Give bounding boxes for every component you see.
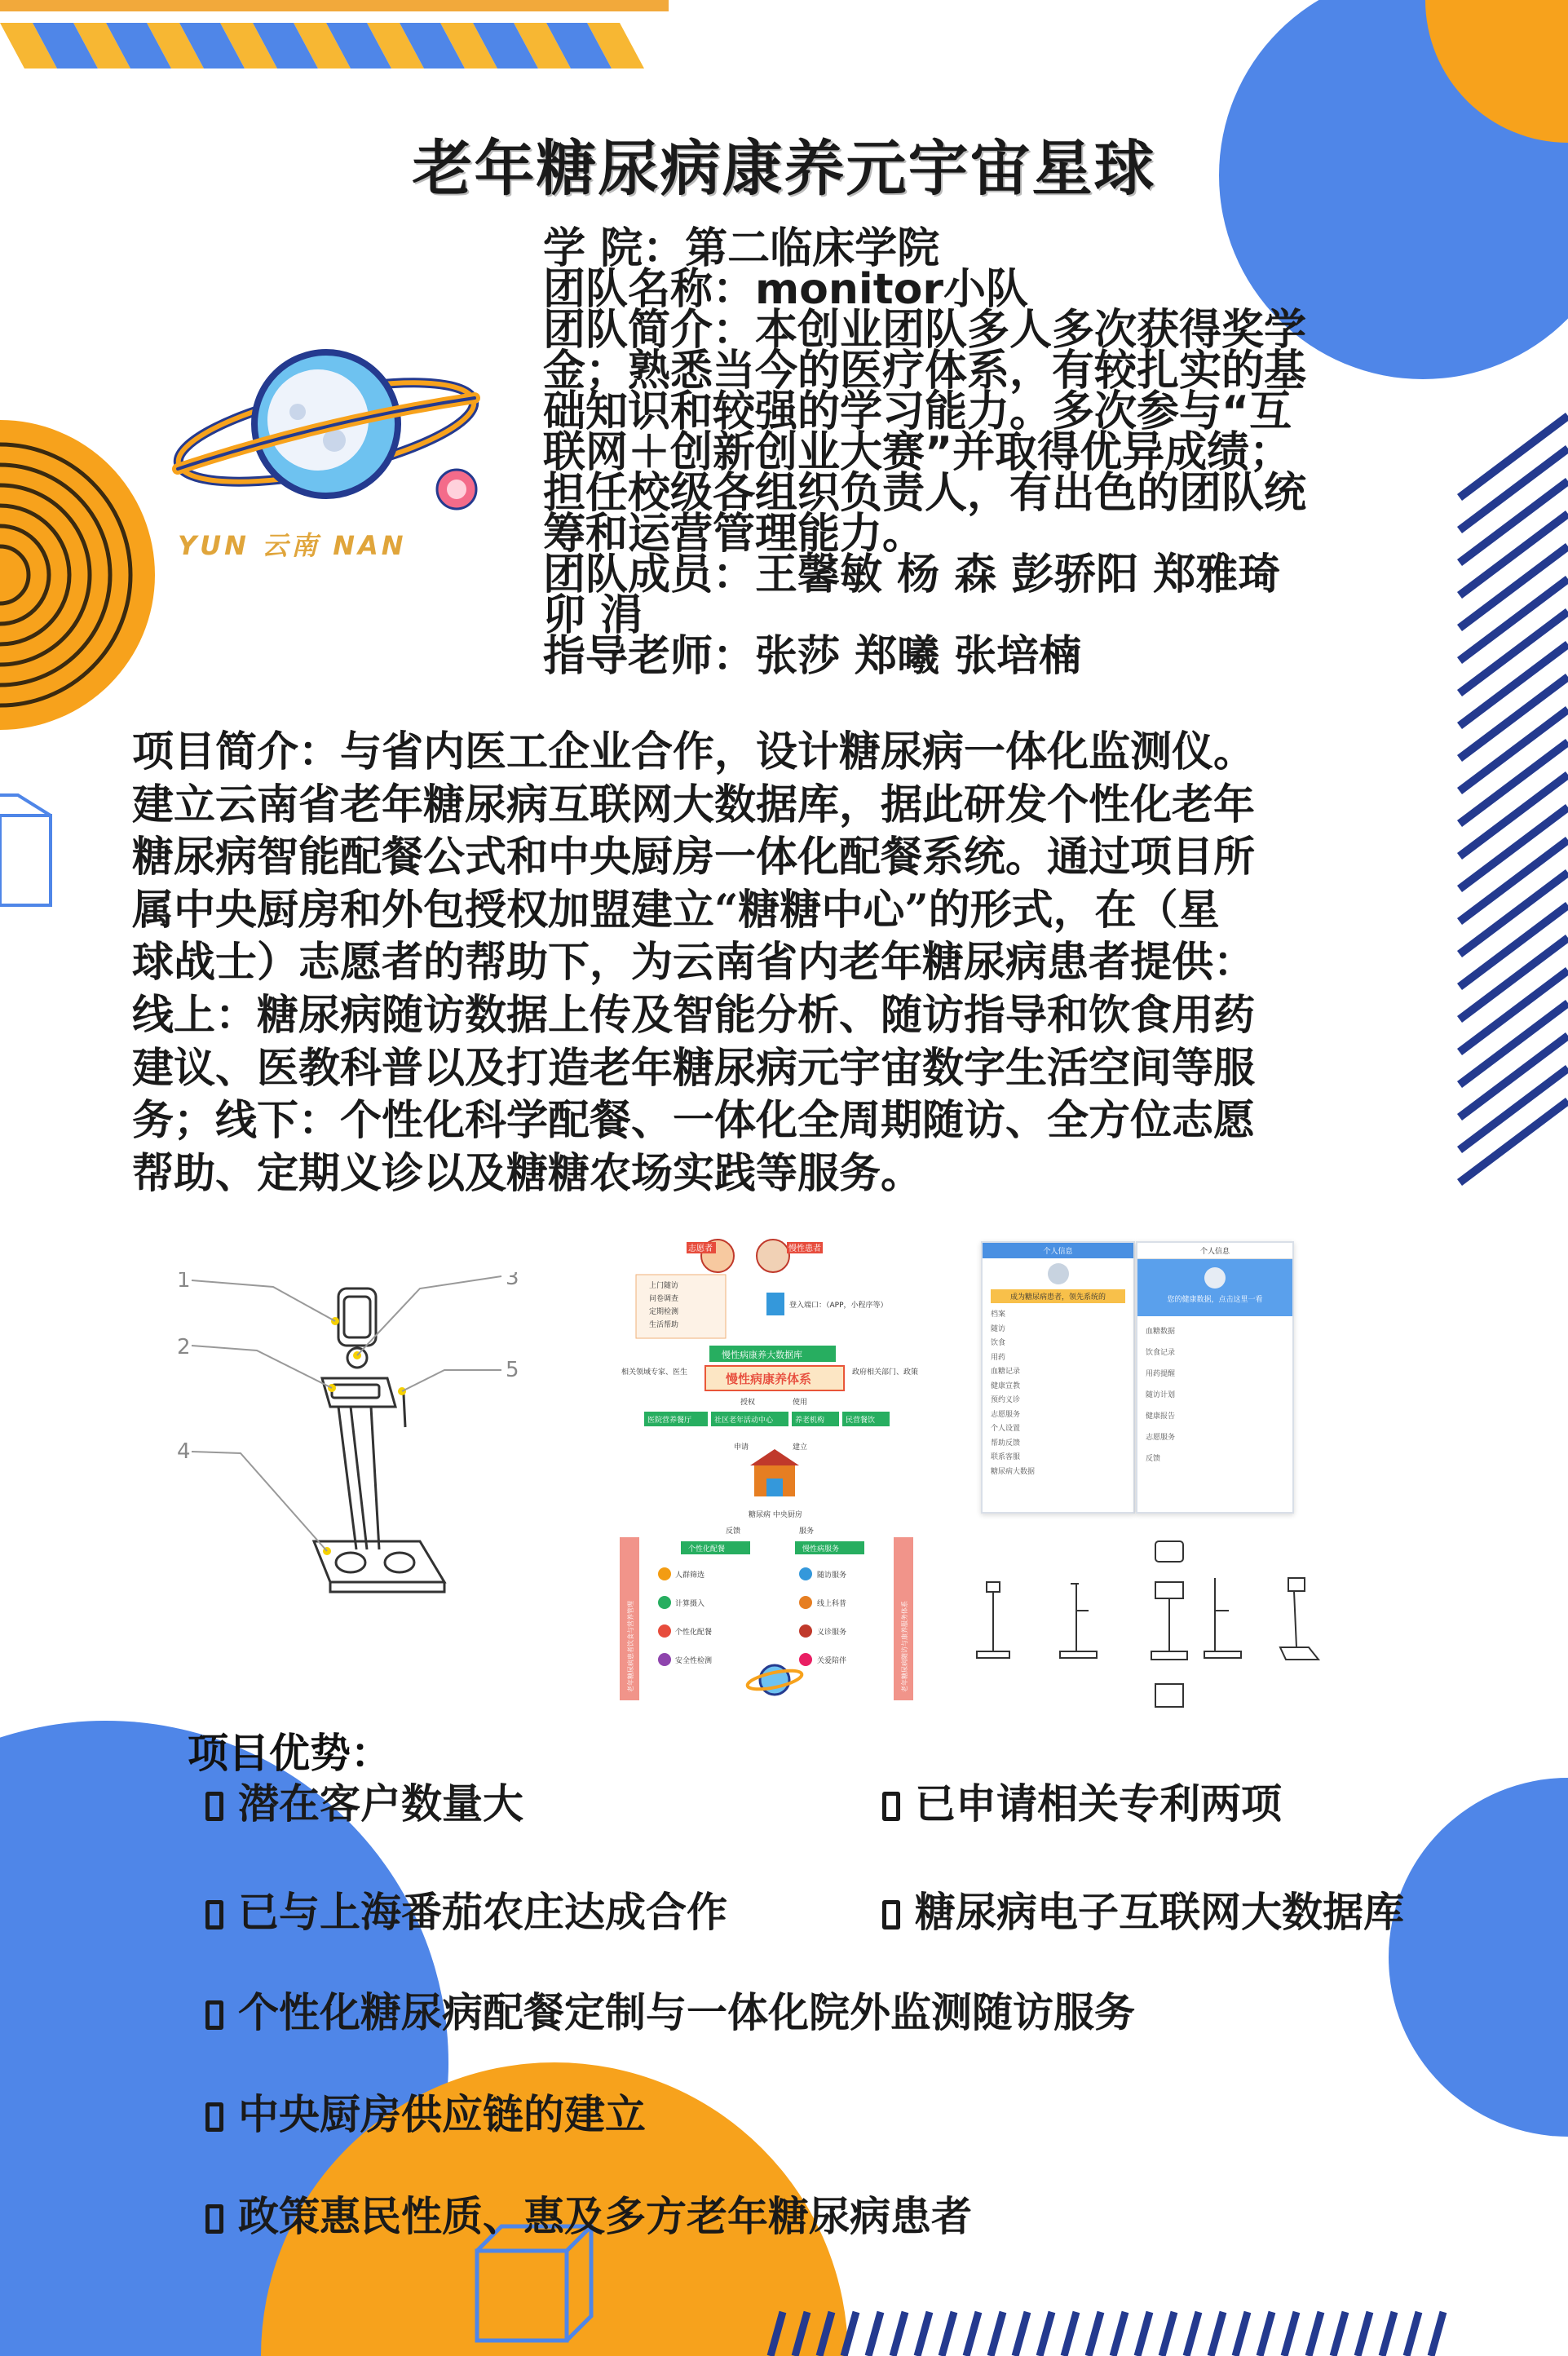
left-banner: 老年糖尿病患者饮食与营养管理	[627, 1601, 634, 1692]
advantage-item	[882, 1771, 1282, 1830]
callout-5: 5	[506, 1358, 519, 1382]
bottom-right-blue-circle	[1389, 1778, 1568, 2137]
volunteer-label: 志愿者	[688, 1244, 713, 1253]
org-item: 养老机构	[795, 1417, 825, 1425]
menu-item: 联系客服	[991, 1453, 1021, 1461]
org-item: 医院营养餐厅	[647, 1417, 692, 1425]
callout-4: 4	[177, 1439, 191, 1464]
advantage-text: 个性化糖尿病配餐定制与一体化院外监测随访服务	[238, 1988, 1135, 2036]
service-item: 上门随访	[649, 1282, 679, 1290]
team-intro-line: 联网＋创新创业大赛”并取得优异成绩；	[543, 428, 1292, 477]
intro-line: 建议、医教科普以及打造老年糖尿病元宇宙数字生活空间等服	[132, 1043, 1256, 1093]
service-flowchart	[620, 1235, 930, 1704]
right-item: 线上科普	[817, 1600, 847, 1608]
menu-item: 反馈	[1146, 1455, 1161, 1463]
checkbox-icon	[205, 2204, 223, 2234]
avatar	[1204, 1267, 1226, 1289]
members-line: 团队成员：王馨敏 杨 森 彭骄阳 郑雅琦	[543, 550, 1281, 599]
kitchen-label: 糖尿病 中央厨房	[749, 1511, 802, 1519]
left-cube-outline	[0, 795, 51, 905]
menu-item: 糖尿病大数据	[991, 1467, 1036, 1476]
device-illustration	[175, 1272, 534, 1615]
apply-label: 申请	[734, 1443, 749, 1452]
menu-item: 档案	[991, 1311, 1006, 1319]
authorize-label: 授权	[740, 1399, 756, 1407]
callout-1: 1	[177, 1272, 191, 1293]
service-item: 问卷调查	[649, 1295, 679, 1303]
menu-item: 饮食记录	[1146, 1349, 1176, 1357]
advantage-text: 已申请相关专利两项	[915, 1779, 1282, 1828]
college-line: 学 院：第二临床学院	[543, 224, 940, 273]
advantage-text: 政策惠民性质、惠及多方老年糖尿病患者	[238, 2192, 972, 2240]
menu-item: 饮食	[991, 1339, 1006, 1347]
advisors-line: 指导老师：张莎 郑曦 张培楠	[543, 632, 1082, 681]
intro-line: 项目简介：与省内医工企业合作，设计糖尿病一体化监测仪。	[132, 727, 1256, 776]
left-item: 人群筛选	[675, 1571, 705, 1580]
members-line: 卯 涓	[543, 591, 643, 640]
phone-banner: 您的健康数据，点击这里一看	[1167, 1296, 1263, 1304]
checkbox-icon	[205, 1792, 223, 1821]
advantage-text: 糖尿病电子互联网大数据库	[915, 1888, 1404, 1936]
advantage-text: 已与上海番茄农庄达成合作	[238, 1888, 727, 1936]
flowchart-diagram	[620, 1235, 930, 1704]
advantage-item	[205, 1880, 727, 1938]
checkbox-icon	[205, 2102, 223, 2132]
patient-label: 慢性患者	[788, 1244, 821, 1253]
menu-item: 血糖数据	[1146, 1328, 1176, 1336]
checkbox-icon	[205, 2000, 223, 2030]
menu-item: 用药提醒	[1146, 1370, 1176, 1378]
checkbox-icon	[882, 1792, 900, 1821]
right-note: 政府相关部门、政策	[852, 1368, 919, 1377]
intro-line: 属中央厨房和外包授权加盟建立“糖糖中心”的形式，在（星	[132, 885, 1220, 935]
left-orange-rings	[0, 420, 155, 730]
advantage-item	[205, 2082, 646, 2141]
project-intro	[132, 726, 1437, 1200]
org-item: 社区老年活动中心	[714, 1417, 774, 1425]
right-item: 义诊服务	[817, 1629, 847, 1637]
avatar	[1048, 1263, 1069, 1284]
menu-item: 志愿服务	[1146, 1434, 1176, 1442]
monitor-device-icon	[175, 1272, 534, 1615]
service-item: 定期检测	[649, 1308, 679, 1316]
team-intro-line: 担任校级各组织负责人，有出色的团队统	[543, 469, 1307, 518]
team-logo	[163, 334, 506, 579]
service-item: 生活帮助	[649, 1321, 679, 1329]
menu-item: 随访计划	[1146, 1391, 1176, 1399]
advantage-text: 潜在客户数量大	[238, 1779, 523, 1828]
callout-3: 3	[506, 1272, 519, 1290]
intro-line: 球战士）志愿者的帮助下，为云南省内老年糖尿病患者提供：	[132, 938, 1256, 988]
device-views	[966, 1533, 1349, 1717]
checkbox-icon	[205, 1900, 223, 1929]
planet-logo-icon	[163, 334, 506, 522]
intro-line: 建立云南省老年糖尿病互联网大数据库，据此研发个性化老年	[132, 780, 1256, 829]
system-label: 慢性病康养体系	[726, 1372, 812, 1386]
advantage-text: 中央厨房供应链的建立	[238, 2090, 646, 2138]
phone-banner: 成为糖尿病患者，领先系统的	[991, 1289, 1125, 1303]
database-label: 慢性病康养大数据库	[722, 1350, 802, 1360]
personal-meal-label: 个性化配餐	[688, 1545, 726, 1554]
advantages-title: 项目优势：	[188, 1729, 391, 1777]
menu-item: 随访	[991, 1324, 1006, 1333]
build-label: 建立	[793, 1443, 808, 1452]
team-intro-line: 筹和运营管理能力。	[543, 510, 925, 559]
chronic-service-label: 慢性病服务	[802, 1545, 840, 1554]
menu-item: 血糖记录	[991, 1368, 1021, 1376]
menu-item: 志愿服务	[991, 1410, 1021, 1419]
top-stripe-band	[0, 0, 669, 69]
checkbox-icon	[882, 1900, 900, 1929]
intro-line: 帮助、定期义诊以及糖糖农场实践等服务。	[132, 1148, 923, 1198]
intro-line: 线上：糖尿病随访数据上传及智能分析、随访指导和饮食用药	[132, 990, 1256, 1040]
advantage-item	[205, 1980, 1135, 2039]
intro-line: 糖尿病智能配餐公式和中央厨房一体化配餐系统。通过项目所	[132, 833, 1256, 882]
right-diagonal-stripes	[1460, 416, 1568, 1182]
team-intro-line: 础知识和较强的学习能力。多次参与“互	[543, 387, 1292, 436]
feedback-label: 反馈	[726, 1527, 741, 1536]
phone-screen-right	[1136, 1241, 1294, 1514]
menu-item: 健康宣教	[991, 1381, 1021, 1390]
phone-header: 个人信息	[1137, 1243, 1292, 1259]
login-label: 登入端口：（APP，小程序等）	[789, 1302, 888, 1310]
right-banner: 老年糖尿病随访与康养服务体系	[901, 1601, 908, 1692]
team-name-line: 团队名称：monitor小队	[543, 265, 1028, 314]
use-label: 使用	[793, 1399, 808, 1407]
team-intro-line: 团队简介：本创业团队多人多次获得奖学	[543, 306, 1307, 355]
advantage-item	[205, 2184, 972, 2243]
logo-text: YUN 云南 NAN	[178, 530, 407, 561]
right-item: 随访服务	[817, 1571, 847, 1580]
left-item: 计算摄入	[675, 1600, 705, 1608]
right-item: 关爱陪伴	[817, 1657, 847, 1665]
intro-line: 务；线下：个性化科学配餐、一体化全周期随访、全方位志愿	[132, 1096, 1256, 1146]
left-item: 个性化配餐	[675, 1629, 713, 1637]
bottom-right-stripes	[771, 2312, 1443, 2356]
left-item: 安全性检测	[675, 1657, 713, 1665]
team-info	[543, 224, 1432, 681]
org-item: 民营餐饮	[846, 1417, 876, 1425]
phone-screen-left	[981, 1241, 1135, 1514]
menu-item: 预约义诊	[991, 1396, 1021, 1404]
menu-item: 帮助反馈	[991, 1439, 1021, 1448]
poster-title: 老年糖尿病康养元宇宙星球	[412, 134, 1156, 204]
advantage-item	[882, 1880, 1404, 1938]
service-label: 服务	[799, 1527, 815, 1536]
phone-header: 个人信息	[983, 1243, 1133, 1258]
callout-2: 2	[177, 1335, 191, 1359]
menu-item: 个人设置	[991, 1425, 1021, 1433]
menu-item: 健康报告	[1146, 1412, 1176, 1421]
left-note: 相关领域专家、医生	[621, 1368, 688, 1377]
advantage-item	[205, 1771, 523, 1830]
menu-item: 用药	[991, 1353, 1006, 1362]
team-intro-line: 金；熟悉当今的医疗体系，有较扎实的基	[543, 347, 1307, 396]
